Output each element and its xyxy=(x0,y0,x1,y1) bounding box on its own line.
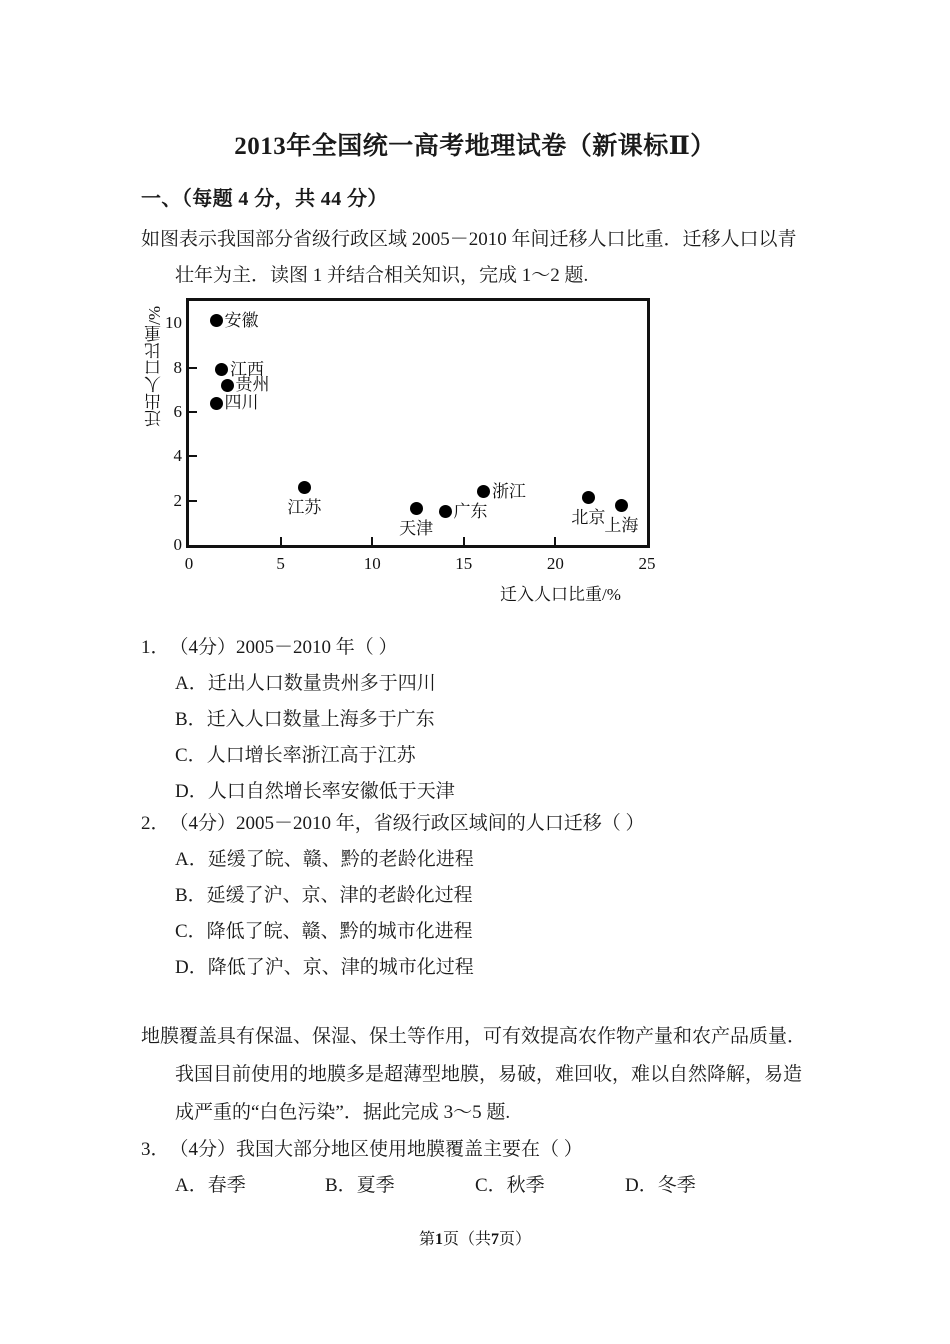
x-tick-label: 20 xyxy=(546,554,564,573)
data-point-label-天津: 天津 xyxy=(399,519,434,539)
intro-paragraph xyxy=(141,222,813,294)
x-axis-title: 迁入人口比重/% xyxy=(500,585,621,604)
question-2-option-a[interactable]: A．延缓了皖、赣、黔的老龄化进程 xyxy=(175,849,474,870)
data-point-广东 xyxy=(439,505,452,518)
y-tick-label: 0 xyxy=(173,535,182,554)
question-1-option-b[interactable]: B．迁入人口数量上海多于广东 xyxy=(175,709,435,730)
question-3-option-b[interactable]: B．夏季 xyxy=(325,1175,395,1196)
plot-area xyxy=(165,298,656,573)
data-point-label-浙江: 浙江 xyxy=(491,481,526,501)
footer-suffix: 页） xyxy=(499,1231,532,1248)
y-tick-mark xyxy=(189,411,197,413)
x-tick-mark xyxy=(463,537,465,545)
data-point-label-四川: 四川 xyxy=(224,393,259,413)
question-1-option-a[interactable]: A．迁出人口数量贵州多于四川 xyxy=(175,673,436,694)
y-tick-label: 8 xyxy=(173,357,182,377)
y-tick-label: 2 xyxy=(173,490,182,510)
y-tick-label: 6 xyxy=(173,401,182,421)
data-point-天津 xyxy=(410,502,423,515)
passage-2-line-2: 我国目前使用的地膜多是超薄型地膜，易破，难回收，难以自然降解，易造 xyxy=(175,1064,803,1085)
page-footer xyxy=(0,1226,950,1249)
section-heading: 一、（每题 4 分，共 44 分） xyxy=(141,188,388,210)
data-point-安徽 xyxy=(210,314,223,327)
data-point-北京 xyxy=(582,491,595,504)
question-3-option-c[interactable]: C．秋季 xyxy=(475,1175,545,1196)
question-3 xyxy=(141,1132,841,1204)
data-point-label-江苏: 江苏 xyxy=(287,498,322,518)
question-3-options-row xyxy=(141,1168,841,1204)
x-tick-label: 0 xyxy=(184,554,194,573)
intro-line-1: 如图表示我国部分省级行政区域 2005－2010 年间迁移人口比重．迁移人口以青 xyxy=(141,229,797,250)
question-2-number: 2． xyxy=(141,813,170,834)
data-point-江苏 xyxy=(298,481,311,494)
question-1-text: （4分）2005－2010 年（ ） xyxy=(169,637,398,658)
question-3-option-d[interactable]: D．冬季 xyxy=(625,1175,696,1196)
data-point-江西 xyxy=(215,363,228,376)
data-point-四川 xyxy=(210,397,223,410)
question-1-number: 1． xyxy=(141,637,170,658)
passage-2 xyxy=(141,1018,817,1132)
question-3-number: 3． xyxy=(141,1139,170,1160)
data-point-浙江 xyxy=(477,485,490,498)
y-axis-title: 迁出人口比重/% xyxy=(145,306,164,427)
y-tick-mark xyxy=(189,367,197,369)
data-point-贵州 xyxy=(221,379,234,392)
question-1-stem xyxy=(141,630,841,666)
question-1-option-d[interactable]: D．人口自然增长率安徽低于天津 xyxy=(175,781,455,802)
data-point-label-安徽: 安徽 xyxy=(224,310,259,330)
x-tick-label: 10 xyxy=(363,554,381,573)
footer-prefix: 第 xyxy=(418,1231,435,1248)
y-tick-mark xyxy=(189,500,197,502)
passage-2-line-1: 地膜覆盖具有保温、保湿、保土等作用，可有效提高农作物产量和农产品质量． xyxy=(141,1026,807,1047)
question-2-option-b[interactable]: B．延缓了沪、京、津的老龄化过程 xyxy=(175,885,473,906)
x-tick-mark xyxy=(371,537,373,545)
data-point-label-上海: 上海 xyxy=(604,516,639,536)
intro-line-2: 壮年为主．读图 1 并结合相关知识，完成 1～2 题. xyxy=(175,265,589,286)
question-1 xyxy=(141,630,841,810)
data-point-上海 xyxy=(615,499,628,512)
footer-middle: 页（共 xyxy=(442,1231,491,1248)
y-tick-mark xyxy=(189,455,197,457)
question-2-stem xyxy=(141,806,841,842)
question-1-option-c[interactable]: C．人口增长率浙江高于江苏 xyxy=(175,745,416,766)
page-title: 2013年全国统一高考地理试卷（新课标Ⅱ） xyxy=(234,133,716,160)
x-tick-label: 5 xyxy=(276,554,285,573)
footer-total-pages: 7 xyxy=(491,1231,499,1248)
question-2-option-c[interactable]: C．降低了皖、赣、黔的城市化进程 xyxy=(175,921,473,942)
data-point-label-广东: 广东 xyxy=(453,501,488,521)
question-2-text: （4分）2005－2010 年，省级行政区域间的人口迁移（ ） xyxy=(169,813,645,834)
x-tick-label: 15 xyxy=(455,554,473,573)
x-tick-label: 25 xyxy=(638,554,656,573)
y-tick-label: 10 xyxy=(165,313,182,333)
x-tick-mark xyxy=(280,537,282,545)
x-tick-mark xyxy=(554,537,556,545)
y-tick-label: 4 xyxy=(173,446,182,466)
passage-2-line-3: 成严重的“白色污染”．据此完成 3～5 题. xyxy=(175,1102,511,1123)
question-3-stem xyxy=(141,1132,841,1168)
data-point-label-贵州: 贵州 xyxy=(235,375,270,395)
question-2-option-d[interactable]: D．降低了沪、京、津的城市化过程 xyxy=(175,957,474,978)
footer-page-number: 1 xyxy=(434,1231,443,1248)
data-point-label-江西: 江西 xyxy=(229,359,264,379)
question-2 xyxy=(141,806,841,986)
migration-scatter-chart xyxy=(140,292,680,602)
question-3-text: （4分）我国大部分地区使用地膜覆盖主要在（ ） xyxy=(169,1139,583,1160)
question-3-option-a[interactable]: A．春季 xyxy=(175,1175,246,1196)
data-point-label-北京: 北京 xyxy=(571,508,606,528)
